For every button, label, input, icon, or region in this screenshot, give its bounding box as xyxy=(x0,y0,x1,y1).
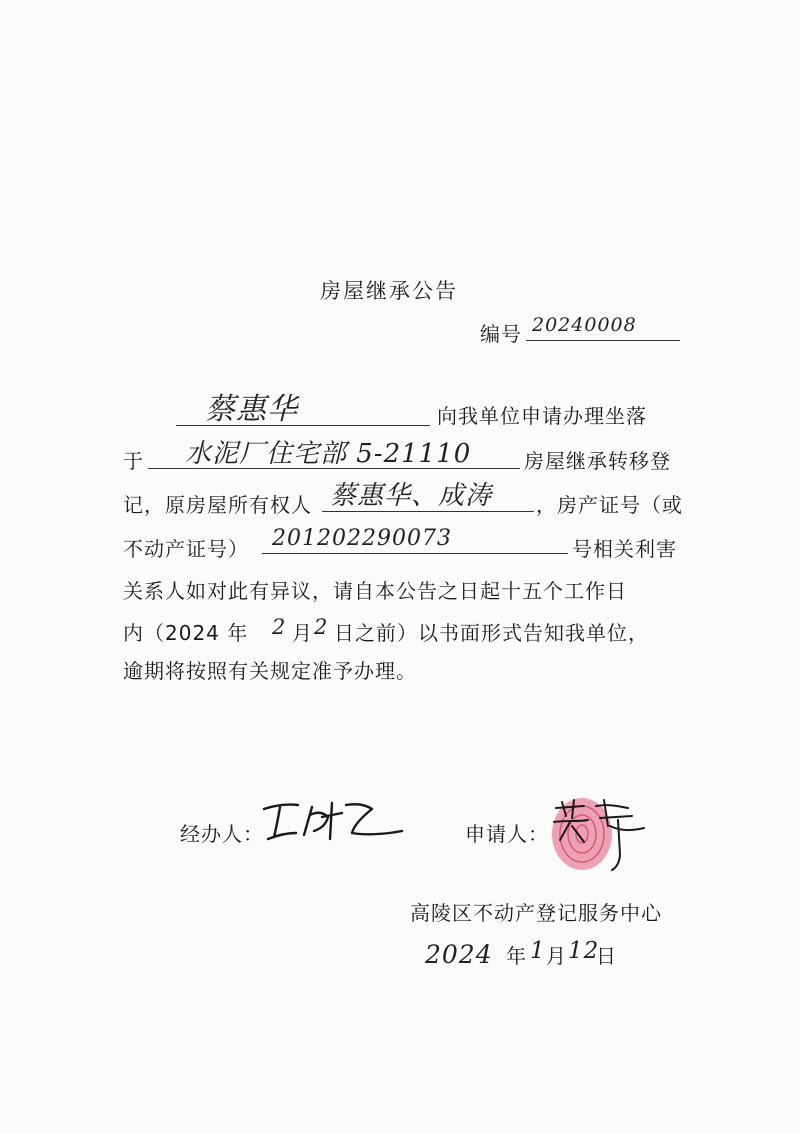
date-day-label: 日 xyxy=(596,944,617,968)
number-label: 编号 xyxy=(480,322,522,346)
line2-suffix: 房屋继承转移登 xyxy=(524,449,671,473)
line6-part-c: 日之前）以书面形式告知我单位， xyxy=(334,621,649,645)
issuer-name: 高陵区不动产登记服务中心 xyxy=(410,901,662,925)
handler-label: 经办人： xyxy=(180,822,264,846)
number-value: 20240008 xyxy=(532,314,637,336)
date-month: 1 xyxy=(530,938,546,964)
line5-text: 关系人如对此有异议，请自本公告之日起十五个工作日 xyxy=(123,579,627,603)
address-underline xyxy=(148,468,520,469)
applicant-fingerprint-and-signature xyxy=(548,796,658,876)
date-month-label: 月 xyxy=(546,944,567,968)
line3-suffix: ，房产证号（或 xyxy=(536,493,683,517)
applicant-name: 蔡惠华 xyxy=(205,392,298,427)
line6-month-label: 月 xyxy=(292,621,313,645)
certificate-underline xyxy=(262,553,568,554)
date-day: 12 xyxy=(568,938,600,964)
line2-prefix: 于 xyxy=(123,449,144,473)
date-year: 2024 xyxy=(425,940,493,969)
deadline-month: 2 xyxy=(272,615,287,639)
owners-underline xyxy=(322,511,534,512)
handler-signature xyxy=(262,795,412,845)
line1-text: 向我单位申请办理坐落 xyxy=(437,404,647,428)
notice-title: 房屋继承公告 xyxy=(320,279,458,303)
deadline-day: 2 xyxy=(314,615,329,639)
line3-prefix: 记，原房屋所有权人 xyxy=(123,493,312,517)
original-owners: 蔡惠华、成涛 xyxy=(330,481,493,511)
certificate-number: 201202290073 xyxy=(272,526,452,551)
date-year-label: 年 xyxy=(506,944,527,968)
property-address: 水泥厂住宅部 5-21110 xyxy=(185,439,472,469)
line7-text: 逾期将按照有关规定准予办理。 xyxy=(123,659,417,683)
line4-prefix: 不动产证号） xyxy=(123,537,249,561)
line6-part-a: 内（2024 年 xyxy=(123,621,249,645)
applicant-sign-label: 申请人： xyxy=(465,822,549,846)
line4-suffix: 号相关利害 xyxy=(572,537,677,561)
applicant-underline xyxy=(176,425,430,426)
number-underline xyxy=(526,340,680,341)
